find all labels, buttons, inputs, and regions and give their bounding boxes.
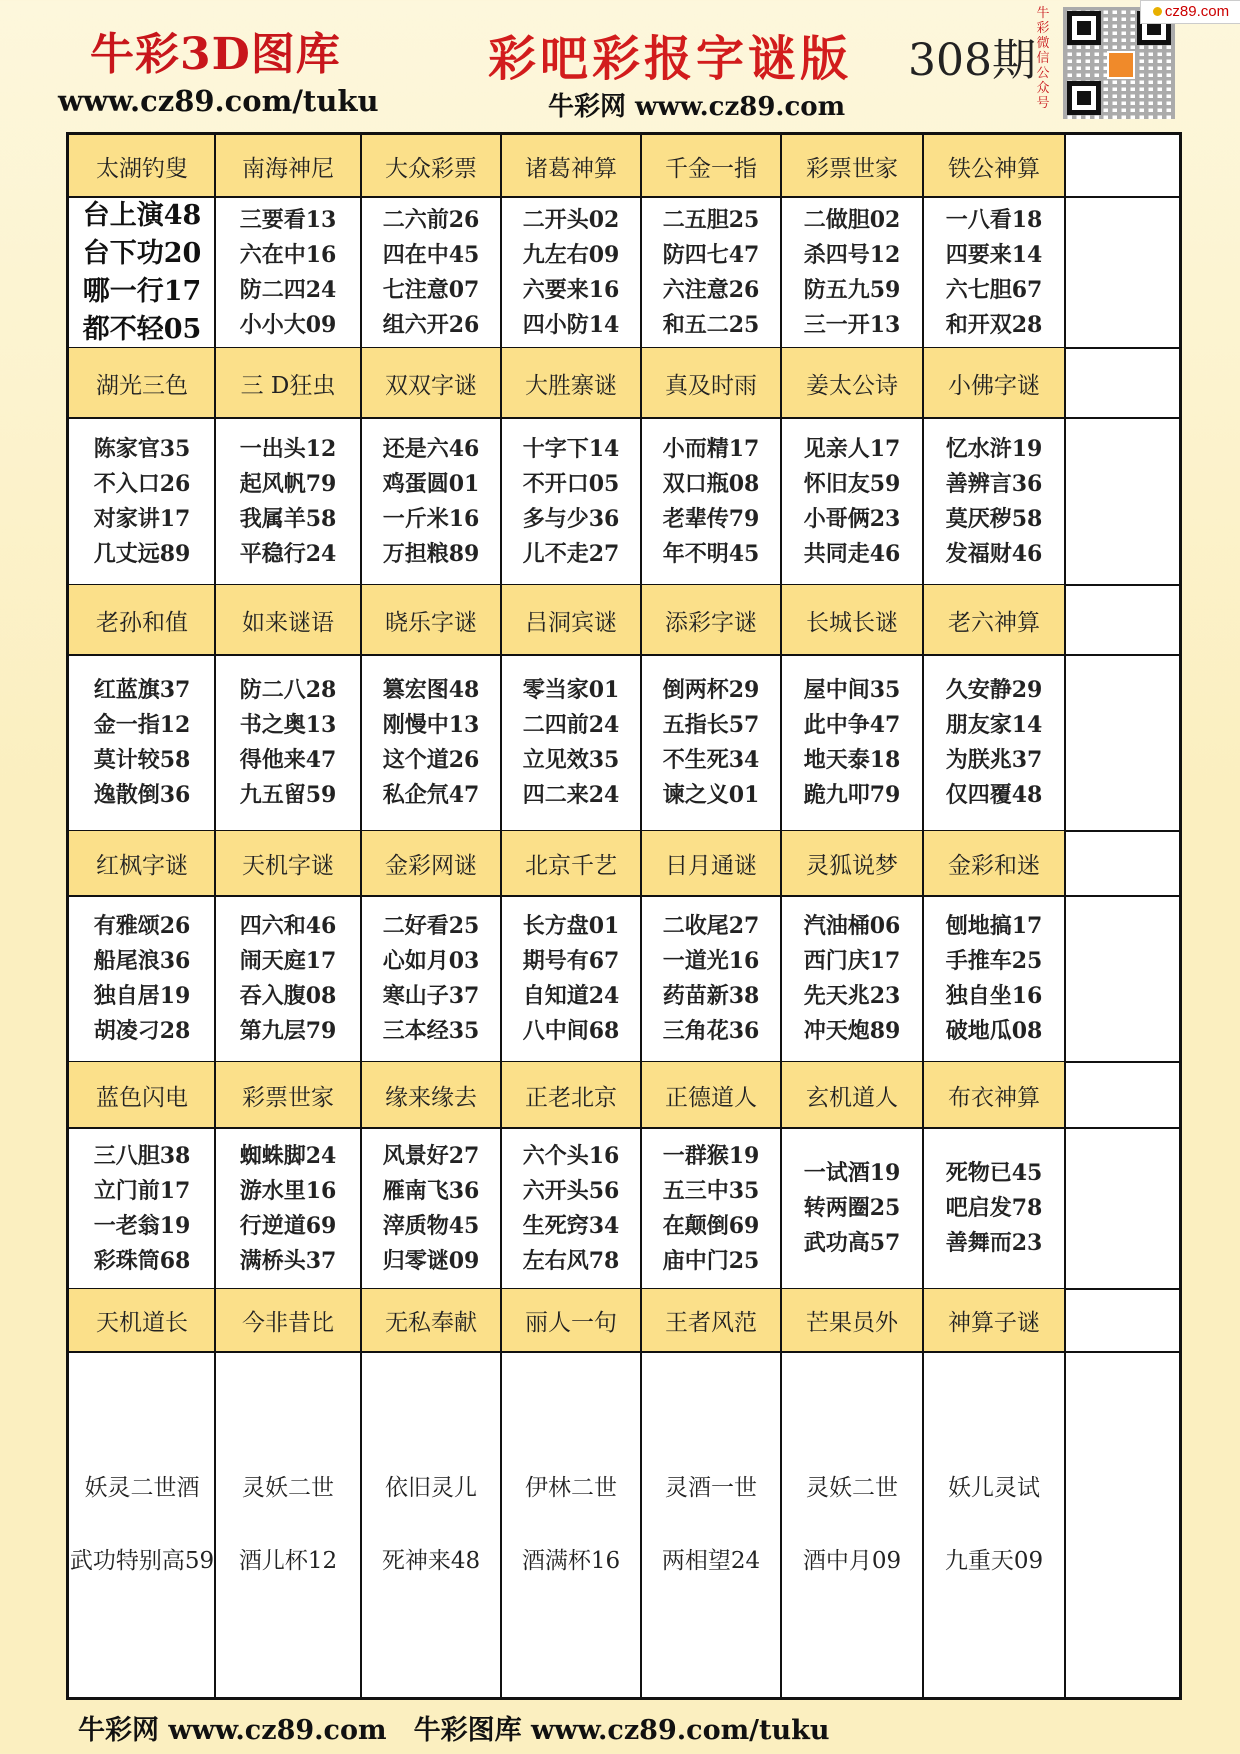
column-header: 添彩字谜 bbox=[641, 585, 781, 655]
column-header: 晓乐字谜 bbox=[361, 585, 501, 655]
column-divider bbox=[500, 135, 502, 1697]
riddle-line: 一八看18 bbox=[945, 206, 1043, 233]
column-header: 正德道人 bbox=[641, 1062, 781, 1128]
riddle-line: 小小大09 bbox=[239, 311, 337, 338]
riddle-line: 怀旧友59 bbox=[803, 470, 901, 497]
riddle-line: 跪九叩79 bbox=[803, 782, 901, 808]
riddle-cell bbox=[69, 896, 215, 1062]
riddle-cell bbox=[69, 655, 215, 831]
riddle-cell bbox=[641, 197, 781, 348]
riddle-line: 发福财46 bbox=[945, 540, 1043, 567]
riddle-cell bbox=[781, 197, 923, 348]
riddle-line: 共同走46 bbox=[803, 540, 901, 567]
column-divider bbox=[780, 135, 782, 1697]
column-header: 如来谜语 bbox=[215, 585, 361, 655]
riddle-cell bbox=[641, 418, 781, 585]
riddle-cell bbox=[923, 197, 1065, 348]
riddle-line: 灵酒一世 bbox=[665, 1474, 757, 1501]
riddle-cell bbox=[69, 1128, 215, 1289]
riddle-line: 一群猴19 bbox=[662, 1142, 760, 1169]
column-header: 太湖钓叟 bbox=[69, 135, 215, 197]
riddle-line: 游水里16 bbox=[239, 1177, 337, 1204]
column-header: 真及时雨 bbox=[641, 348, 781, 418]
column-divider bbox=[1064, 135, 1066, 1697]
riddle-line: 善辨言36 bbox=[945, 470, 1043, 497]
riddle-line: 忆水浒19 bbox=[945, 435, 1043, 462]
riddle-line: 六要来16 bbox=[522, 276, 620, 303]
riddle-cell bbox=[69, 197, 215, 348]
riddle-line: 灵妖二世 bbox=[242, 1474, 334, 1501]
column-header: 三 D狂虫 bbox=[215, 348, 361, 418]
riddle-line: 二四前24 bbox=[522, 712, 620, 738]
column-divider bbox=[922, 135, 924, 1697]
column-header: 芒果员外 bbox=[781, 1289, 923, 1352]
riddle-line: 台上演48 bbox=[82, 199, 202, 231]
riddle-line: 蜘蛛脚24 bbox=[239, 1142, 337, 1169]
riddle-line: 伊林二世 bbox=[525, 1474, 617, 1501]
riddle-line: 九左右09 bbox=[522, 241, 620, 268]
riddle-line: 手推车25 bbox=[945, 948, 1043, 974]
column-header: 今非昔比 bbox=[215, 1289, 361, 1352]
riddle-line: 杀四号12 bbox=[803, 241, 901, 268]
riddle-line: 我属羊58 bbox=[239, 505, 337, 532]
riddle-line: 药苗新38 bbox=[662, 983, 760, 1009]
riddle-line: 在颠倒69 bbox=[662, 1212, 760, 1239]
riddle-line: 四六和46 bbox=[239, 913, 337, 939]
footer-text[interactable]: 牛彩网 www.cz89.com 牛彩图库 www.cz89.com/tuku bbox=[78, 1715, 830, 1746]
column-header: 金彩网谜 bbox=[361, 831, 501, 896]
riddle-line: 滓质物45 bbox=[382, 1212, 480, 1239]
riddle-line: 组六开26 bbox=[382, 311, 480, 338]
riddle-line: 破地瓜08 bbox=[945, 1018, 1043, 1044]
riddle-line: 防二八28 bbox=[239, 677, 337, 703]
riddle-cell bbox=[215, 655, 361, 831]
riddle-line: 一老翁19 bbox=[93, 1212, 191, 1239]
riddle-line: 二五胆25 bbox=[662, 206, 760, 233]
riddle-line: 五指长57 bbox=[662, 712, 760, 738]
riddle-line: 多与少36 bbox=[522, 505, 620, 532]
riddle-cell bbox=[69, 418, 215, 585]
riddle-line: 三角花36 bbox=[662, 1018, 760, 1044]
riddle-line: 红蓝旗37 bbox=[93, 677, 191, 703]
riddle-line: 万担粮89 bbox=[382, 540, 480, 567]
riddle-line: 为朕兆37 bbox=[945, 747, 1043, 773]
riddle-line: 立门前17 bbox=[93, 1177, 191, 1204]
riddle-line: 三本经35 bbox=[382, 1018, 480, 1044]
riddle-cell bbox=[361, 418, 501, 585]
riddle-line: 死物已45 bbox=[945, 1160, 1043, 1186]
riddle-line: 两相望24 bbox=[661, 1547, 761, 1574]
column-header: 南海神尼 bbox=[215, 135, 361, 197]
riddle-line: 六注意26 bbox=[662, 276, 760, 303]
riddle-line: 闹天庭17 bbox=[239, 948, 337, 974]
riddle-line: 四在中45 bbox=[382, 241, 480, 268]
riddle-line: 酒满杯16 bbox=[521, 1547, 621, 1574]
row-divider bbox=[69, 417, 1179, 419]
riddle-line: 哪一行17 bbox=[82, 275, 202, 307]
riddle-line: 庙中门25 bbox=[662, 1247, 760, 1274]
riddle-cell bbox=[781, 655, 923, 831]
riddle-line: 刚慢中13 bbox=[382, 712, 480, 738]
column-header: 大众彩票 bbox=[361, 135, 501, 197]
riddle-table bbox=[66, 132, 1182, 1700]
riddle-cell bbox=[781, 1352, 923, 1697]
riddle-line: 雁南飞36 bbox=[382, 1177, 480, 1204]
riddle-line: 对家讲17 bbox=[93, 505, 191, 532]
riddle-line: 四二来24 bbox=[522, 782, 620, 808]
issue-number: 308期 bbox=[908, 35, 1036, 86]
riddle-line: 四小防14 bbox=[522, 311, 620, 338]
riddle-line: 朋友家14 bbox=[945, 712, 1043, 738]
riddle-line: 金一指12 bbox=[93, 712, 191, 738]
riddle-line: 谏之义01 bbox=[662, 782, 760, 808]
riddle-cell bbox=[215, 1352, 361, 1697]
riddle-line: 一道光16 bbox=[662, 948, 760, 974]
riddle-cell bbox=[501, 655, 641, 831]
riddle-cell bbox=[361, 1352, 501, 1697]
row-divider bbox=[69, 1351, 1179, 1353]
main-title: 彩吧彩报字谜版 bbox=[488, 31, 853, 87]
riddle-line: 彩珠筒68 bbox=[93, 1247, 191, 1274]
riddle-line: 见亲人17 bbox=[803, 435, 901, 462]
riddle-line: 生死窍34 bbox=[522, 1212, 620, 1239]
riddle-line: 独自坐16 bbox=[945, 983, 1043, 1009]
riddle-line: 几丈远89 bbox=[93, 540, 191, 567]
column-header: 神算子谜 bbox=[923, 1289, 1065, 1352]
riddle-cell bbox=[215, 1128, 361, 1289]
riddle-line: 酒中月09 bbox=[802, 1547, 902, 1574]
column-header: 老孙和值 bbox=[69, 585, 215, 655]
riddle-line: 防四七47 bbox=[662, 241, 760, 268]
riddle-line: 得他来47 bbox=[239, 747, 337, 773]
riddle-line: 十字下14 bbox=[522, 435, 620, 462]
riddle-line: 期号有67 bbox=[522, 948, 620, 974]
riddle-line: 六开头56 bbox=[522, 1177, 620, 1204]
riddle-line: 左右风78 bbox=[522, 1247, 620, 1274]
row-divider bbox=[69, 196, 1179, 198]
riddle-cell bbox=[361, 1128, 501, 1289]
riddle-line: 九重天09 bbox=[944, 1547, 1044, 1574]
riddle-cell bbox=[501, 896, 641, 1062]
riddle-line: 一斤米16 bbox=[382, 505, 480, 532]
riddle-line: 一试酒19 bbox=[803, 1160, 901, 1186]
riddle-line: 莫计较58 bbox=[93, 747, 191, 773]
riddle-cell bbox=[501, 197, 641, 348]
riddle-line: 小哥俩23 bbox=[803, 505, 901, 532]
column-header: 无私奉献 bbox=[361, 1289, 501, 1352]
riddle-cell bbox=[923, 655, 1065, 831]
riddle-line: 六个头16 bbox=[522, 1142, 620, 1169]
riddle-line: 莫厌秽58 bbox=[945, 505, 1043, 532]
riddle-line: 先天兆23 bbox=[803, 983, 901, 1009]
watermark-badge: cz89.com bbox=[1140, 0, 1240, 24]
riddle-line: 依旧灵儿 bbox=[385, 1474, 477, 1501]
riddle-cell bbox=[923, 896, 1065, 1062]
column-header: 灵狐说梦 bbox=[781, 831, 923, 896]
column-header: 湖光三色 bbox=[69, 348, 215, 418]
column-header: 日月通谜 bbox=[641, 831, 781, 896]
riddle-cell bbox=[69, 1352, 215, 1697]
wechat-vertical-label: 牛彩微信公众号 bbox=[1036, 6, 1050, 111]
riddle-cell bbox=[641, 655, 781, 831]
riddle-line: 还是六46 bbox=[382, 435, 480, 462]
riddle-line: 武功高57 bbox=[803, 1230, 901, 1256]
riddle-line: 七注意07 bbox=[382, 276, 480, 303]
riddle-line: 灵妖二世 bbox=[806, 1474, 898, 1501]
riddle-line: 和五二25 bbox=[662, 311, 760, 338]
riddle-line: 妖儿灵试 bbox=[948, 1474, 1040, 1501]
riddle-line: 行逆道69 bbox=[239, 1212, 337, 1239]
column-header: 诸葛神算 bbox=[501, 135, 641, 197]
riddle-cell bbox=[641, 1352, 781, 1697]
riddle-line: 酒儿杯12 bbox=[238, 1547, 338, 1574]
riddle-line: 妖灵二世酒 bbox=[84, 1474, 200, 1501]
column-divider bbox=[360, 135, 362, 1697]
riddle-line: 六在中16 bbox=[239, 241, 337, 268]
riddle-line: 冲天炮89 bbox=[803, 1018, 901, 1044]
riddle-line: 书之奥13 bbox=[239, 712, 337, 738]
riddle-line: 长方盘01 bbox=[522, 913, 620, 939]
riddle-line: 不开口05 bbox=[522, 470, 620, 497]
column-header: 铁公神算 bbox=[923, 135, 1065, 197]
column-header: 布衣神算 bbox=[923, 1062, 1065, 1128]
riddle-line: 二开头02 bbox=[522, 206, 620, 233]
column-header: 彩票世家 bbox=[781, 135, 923, 197]
riddle-line: 年不明45 bbox=[662, 540, 760, 567]
riddle-line: 刨地搞17 bbox=[945, 913, 1043, 939]
riddle-line: 私企氘47 bbox=[382, 782, 480, 808]
row-divider bbox=[69, 895, 1179, 897]
column-header: 大胜寨谜 bbox=[501, 348, 641, 418]
riddle-cell bbox=[923, 1128, 1065, 1289]
riddle-cell bbox=[781, 418, 923, 585]
riddle-line: 起风帆79 bbox=[239, 470, 337, 497]
riddle-line: 都不轻05 bbox=[82, 313, 202, 345]
riddle-line: 武功特别高59 bbox=[69, 1547, 215, 1574]
riddle-line: 独自居19 bbox=[93, 983, 191, 1009]
riddle-cell bbox=[501, 418, 641, 585]
riddle-cell bbox=[215, 418, 361, 585]
riddle-line: 防二四24 bbox=[239, 276, 337, 303]
riddle-line: 胡凌刁28 bbox=[93, 1018, 191, 1044]
riddle-line: 此中争47 bbox=[803, 712, 901, 738]
column-header: 姜太公诗 bbox=[781, 348, 923, 418]
riddle-line: 风景好27 bbox=[382, 1142, 480, 1169]
riddle-line: 船尾浪36 bbox=[93, 948, 191, 974]
riddle-line: 三八胆38 bbox=[93, 1142, 191, 1169]
site-url[interactable]: www.cz89.com/tuku bbox=[58, 84, 379, 118]
column-header: 蓝色闪电 bbox=[69, 1062, 215, 1128]
riddle-line: 倒两杯29 bbox=[662, 677, 760, 703]
riddle-line: 三一开13 bbox=[803, 311, 901, 338]
riddle-line: 防五九59 bbox=[803, 276, 901, 303]
riddle-line: 地天泰18 bbox=[803, 747, 901, 773]
riddle-line: 心如月03 bbox=[382, 948, 480, 974]
riddle-cell bbox=[215, 896, 361, 1062]
row-divider bbox=[69, 1127, 1179, 1129]
riddle-line: 篡宏图48 bbox=[382, 677, 480, 703]
riddle-line: 五三中35 bbox=[662, 1177, 760, 1204]
riddle-line: 双口瓶08 bbox=[662, 470, 760, 497]
riddle-cell bbox=[215, 197, 361, 348]
riddle-cell bbox=[641, 896, 781, 1062]
riddle-line: 善舞而23 bbox=[945, 1230, 1043, 1256]
column-header: 双双字谜 bbox=[361, 348, 501, 418]
riddle-line: 自知道24 bbox=[522, 983, 620, 1009]
riddle-line: 逸散倒36 bbox=[93, 782, 191, 808]
riddle-line: 不生死34 bbox=[662, 747, 760, 773]
riddle-line: 二做胆02 bbox=[803, 206, 901, 233]
riddle-line: 仅四覆48 bbox=[945, 782, 1043, 808]
column-header: 小佛字谜 bbox=[923, 348, 1065, 418]
riddle-line: 二收尾27 bbox=[662, 913, 760, 939]
column-header: 老六神算 bbox=[923, 585, 1065, 655]
riddle-line: 鸡蛋圆01 bbox=[382, 470, 480, 497]
riddle-line: 吧启发78 bbox=[945, 1195, 1043, 1221]
column-header: 玄机道人 bbox=[781, 1062, 923, 1128]
riddle-line: 归零谜09 bbox=[382, 1247, 480, 1274]
riddle-cell bbox=[641, 1128, 781, 1289]
riddle-line: 和开双28 bbox=[945, 311, 1043, 338]
column-header: 天机道长 bbox=[69, 1289, 215, 1352]
column-header: 吕洞宾谜 bbox=[501, 585, 641, 655]
riddle-line: 有雅颂26 bbox=[93, 913, 191, 939]
riddle-cell bbox=[501, 1128, 641, 1289]
riddle-line: 二好看25 bbox=[382, 913, 480, 939]
riddle-line: 四要来14 bbox=[945, 241, 1043, 268]
riddle-line: 满桥头37 bbox=[239, 1247, 337, 1274]
riddle-line: 二六前26 bbox=[382, 206, 480, 233]
riddle-line: 寒山子37 bbox=[382, 983, 480, 1009]
site-title: 牛彩3D图库 bbox=[90, 29, 341, 80]
riddle-line: 久安静29 bbox=[945, 677, 1043, 703]
riddle-line: 吞入腹08 bbox=[239, 983, 337, 1009]
riddle-line: 不入口26 bbox=[93, 470, 191, 497]
riddle-line: 转两圈25 bbox=[803, 1195, 901, 1221]
column-header: 长城长谜 bbox=[781, 585, 923, 655]
column-header: 彩票世家 bbox=[215, 1062, 361, 1128]
row-divider bbox=[69, 654, 1179, 656]
riddle-cell bbox=[361, 896, 501, 1062]
column-header: 千金一指 bbox=[641, 135, 781, 197]
column-header: 丽人一句 bbox=[501, 1289, 641, 1352]
riddle-line: 六七胆67 bbox=[945, 276, 1043, 303]
riddle-line: 平稳行24 bbox=[239, 540, 337, 567]
riddle-line: 西门庆17 bbox=[803, 948, 901, 974]
riddle-line: 一出头12 bbox=[239, 435, 337, 462]
riddle-cell bbox=[923, 418, 1065, 585]
riddle-line: 陈家官35 bbox=[93, 435, 191, 462]
riddle-line: 八中间68 bbox=[522, 1018, 620, 1044]
column-header: 金彩和迷 bbox=[923, 831, 1065, 896]
riddle-cell bbox=[361, 197, 501, 348]
column-divider bbox=[640, 135, 642, 1697]
riddle-line: 小而精17 bbox=[662, 435, 760, 462]
riddle-cell bbox=[781, 896, 923, 1062]
riddle-line: 汽油桶06 bbox=[803, 913, 901, 939]
column-header: 红枫字谜 bbox=[69, 831, 215, 896]
riddle-line: 零当家01 bbox=[522, 677, 620, 703]
column-header: 北京千艺 bbox=[501, 831, 641, 896]
riddle-line: 三要看13 bbox=[239, 206, 337, 233]
column-divider bbox=[214, 135, 216, 1697]
riddle-line: 第九层79 bbox=[239, 1018, 337, 1044]
riddle-cell bbox=[501, 1352, 641, 1697]
column-header: 正老北京 bbox=[501, 1062, 641, 1128]
riddle-line: 台下功20 bbox=[82, 237, 202, 269]
riddle-line: 这个道26 bbox=[382, 747, 480, 773]
column-header: 王者风范 bbox=[641, 1289, 781, 1352]
riddle-cell bbox=[781, 1128, 923, 1289]
riddle-cell bbox=[361, 655, 501, 831]
column-header: 天机字谜 bbox=[215, 831, 361, 896]
riddle-line: 立见效35 bbox=[522, 747, 620, 773]
riddle-cell bbox=[923, 1352, 1065, 1697]
riddle-line: 老辈传79 bbox=[662, 505, 760, 532]
riddle-line: 死神来48 bbox=[381, 1547, 481, 1574]
riddle-line: 屋中间35 bbox=[803, 677, 901, 703]
riddle-line: 九五留59 bbox=[239, 782, 337, 808]
sub-url[interactable]: 牛彩网 www.cz89.com bbox=[548, 92, 846, 122]
riddle-line: 儿不走27 bbox=[522, 540, 620, 567]
column-header: 缘来缘去 bbox=[361, 1062, 501, 1128]
